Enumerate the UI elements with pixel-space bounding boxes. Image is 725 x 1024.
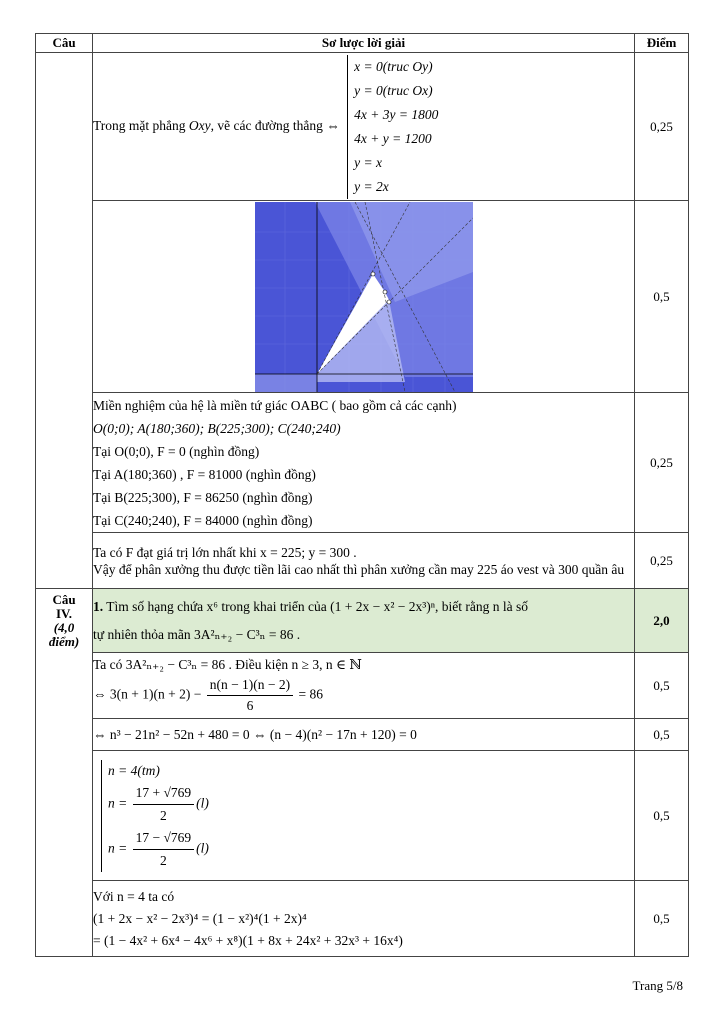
question-cell-empty	[36, 53, 93, 589]
header-points: Điểm	[635, 34, 689, 53]
region-content	[93, 393, 635, 533]
fraction	[207, 675, 293, 716]
text: (l)	[196, 840, 209, 856]
plane-name: Oxy	[188, 117, 211, 133]
question-score: (4,0 điểm)	[48, 620, 80, 649]
eq: y = 2x	[354, 178, 389, 194]
text-line: Với n = 4 ta có	[93, 888, 175, 904]
points: 0,25	[635, 393, 689, 533]
expansion-content	[93, 881, 635, 957]
text: Tìm số hạng chứa x⁶ trong khai triển của (1 + 2x − x² − 2x³)ⁿ, biết rằng n là số	[103, 598, 528, 614]
points: 0,5	[635, 719, 689, 751]
text: tự nhiên thỏa mãn 3A²ₙ₊₂ − C³ₙ = 86 .	[93, 626, 301, 642]
title-number: 1.	[93, 598, 104, 614]
text-line: Miền nghiệm của hệ là miền tứ giác OABC ( bao gồm cả các cạnh)	[93, 397, 457, 413]
text-line: = (1 − 4x² + 6x⁴ − 4x⁶ + x⁸)(1 + 8x + 24x² + 32x³ + 16x⁴)	[93, 932, 403, 948]
row-conclusion	[36, 533, 689, 589]
points: 0,5	[635, 201, 689, 393]
row-lines	[36, 53, 689, 201]
text-line: O(0;0); A(180;360); B(225;300); C(240;240)	[93, 420, 341, 436]
text-line: Tại A(180;360) , F = 81000 (nghìn đồng)	[93, 466, 316, 482]
text: Trong mặt phẳng	[93, 117, 189, 133]
eq: y = x	[354, 154, 383, 170]
denominator: 2	[160, 852, 167, 868]
eq: 4x + y = 1200	[354, 130, 432, 146]
row-cases	[36, 751, 689, 881]
case: n = 4(tm)	[108, 762, 160, 778]
denominator: 6	[246, 698, 254, 713]
fraction	[133, 782, 195, 827]
case-bracket	[101, 760, 209, 872]
header-question: Câu	[36, 34, 93, 53]
row-factor	[36, 719, 689, 751]
text-line: Vậy để phân xưởng thu được tiền lãi cao nhất thì phân xưởng cần may 225 áo vest và 300 quần âu	[93, 561, 625, 577]
cases-content	[93, 751, 635, 881]
text-line: Tại B(225;300), F = 86250 (nghìn đồng)	[93, 489, 313, 505]
text: = 86	[298, 686, 324, 702]
eq: 4x + 3y = 1800	[354, 106, 439, 122]
text: ⇔ 3(n + 1)(n + 2) −	[93, 686, 202, 702]
feasible-region-graph	[255, 202, 473, 392]
points: 0,25	[635, 533, 689, 589]
row-condition	[36, 653, 689, 719]
denominator: 2	[160, 807, 167, 823]
text-line	[93, 675, 634, 716]
question4-cell	[36, 589, 93, 957]
fraction	[133, 827, 195, 872]
eq: y = 0(truc Ox)	[354, 82, 433, 98]
points: 0,25	[635, 53, 689, 201]
text: n =	[108, 795, 128, 811]
numerator: 17 − √769	[133, 827, 195, 850]
factor-content	[93, 719, 635, 751]
text-line: Tại O(0;0), F = 0 (nghìn đồng)	[93, 443, 260, 459]
question-label: Câu IV.	[52, 592, 76, 621]
numerator: n(n − 1)(n − 2)	[207, 675, 293, 696]
numerator: 17 + √769	[133, 782, 195, 805]
points: 0,5	[635, 653, 689, 719]
text-line: Tại C(240;240), F = 84000 (nghìn đồng)	[93, 512, 313, 528]
condition-content	[93, 653, 635, 719]
points: 2,0	[635, 589, 689, 653]
equation-system	[347, 55, 438, 199]
graph-cell	[93, 201, 635, 393]
points: 0,5	[635, 751, 689, 881]
text: , vẽ các đường thẳng ⇔	[210, 117, 340, 133]
header-solution: Sơ lược lời giải	[93, 34, 635, 53]
text-line: Ta có 3A²ₙ₊₂ − C³ₙ = 86 . Điều kiện n ≥ 3, n ∈ ℕ	[93, 657, 362, 672]
row-question4-title	[36, 589, 689, 653]
page-number: Trang 5/8	[632, 978, 683, 993]
conclusion-content	[93, 533, 635, 589]
text: (l)	[196, 795, 209, 811]
row-expansion	[36, 881, 689, 957]
text-line: Ta có F đạt giá trị lớn nhất khi x = 225; y = 300 .	[93, 544, 357, 560]
lines-content	[93, 53, 635, 201]
question4-title	[93, 589, 635, 653]
solution-table	[35, 33, 689, 957]
points: 0,5	[635, 881, 689, 957]
eq: x = 0(truc Oy)	[354, 58, 433, 74]
table-header-row	[36, 34, 689, 53]
row-region	[36, 393, 689, 533]
text: n =	[108, 840, 128, 856]
row-graph	[36, 201, 689, 393]
text-line: (1 + 2x − x² − 2x³)⁴ = (1 − x²)⁴(1 + 2x)⁴	[93, 910, 307, 926]
text-line: ⇔ n³ − 21n² − 52n + 480 = 0 ⇔ (n − 4)(n² − 17n + 120) = 0	[93, 726, 417, 742]
